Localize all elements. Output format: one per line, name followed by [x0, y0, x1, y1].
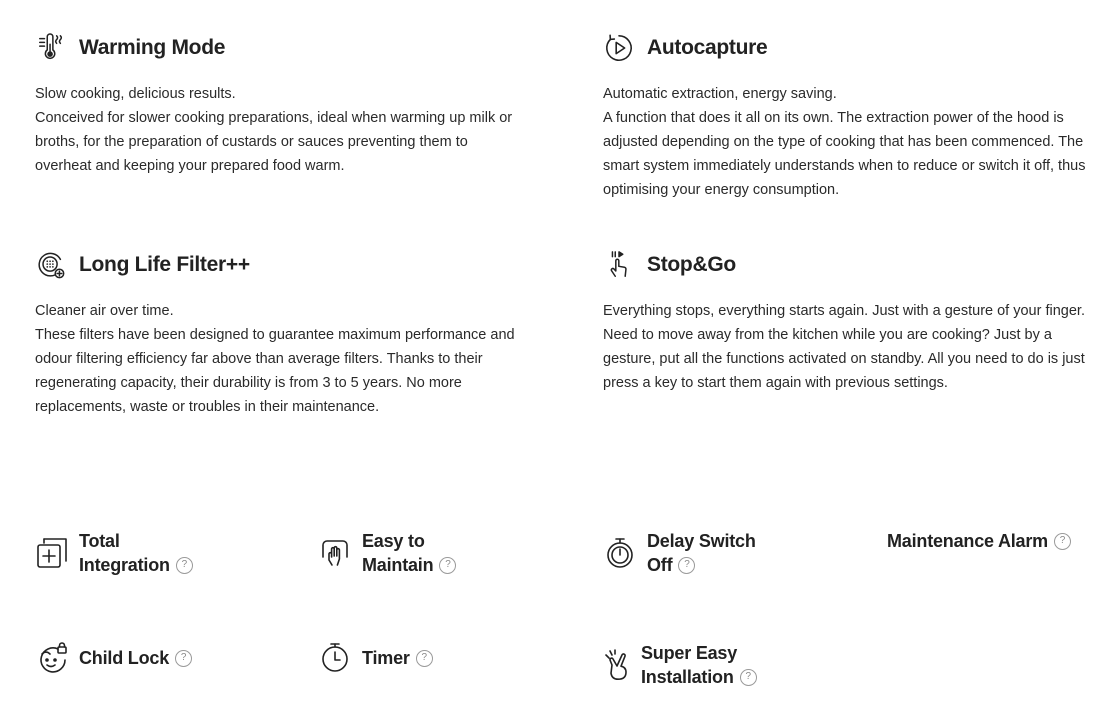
play-circle-icon [603, 32, 635, 64]
extra-label-line: Maintain [362, 555, 434, 575]
stopwatch-icon [603, 536, 637, 570]
extra-label-line: Off [647, 555, 673, 575]
feature-description: These filters have been designed to guarantee maximum performance and odour filtering efficiency far above than average filters. Thanks to their regenerating capacity, their durability is from 3 to 5 years. No more replacements, waste or troubles in their maintenance. [35, 327, 515, 415]
help-icon[interactable]: ? [176, 557, 193, 574]
help-icon[interactable]: ? [678, 557, 695, 574]
feature-title: Long Life Filter++ [79, 253, 250, 276]
feature-description: Need to move away from the kitchen while you are cooking? Just by a gesture, put all the functions activated on standby. All you need to do is just press a key to start them again with previous settings. [603, 327, 1085, 391]
extra-delay-switch-off [603, 529, 756, 577]
help-icon[interactable]: ? [416, 650, 433, 667]
extra-total-integration [35, 529, 193, 577]
extra-label-line: Installation [641, 667, 734, 687]
extra-super-easy-installation [603, 641, 757, 689]
extra-timer [318, 641, 433, 675]
feature-long-life-filter [35, 245, 525, 419]
feature-stop-and-go [603, 245, 1093, 395]
extra-label-line: Maintenance Alarm [887, 531, 1048, 551]
timer-icon [318, 641, 352, 675]
extra-label-line: Child Lock [79, 648, 170, 668]
extra-label-line: Total [79, 531, 120, 551]
hand-icon [318, 536, 352, 570]
extra-label-line: Integration [79, 555, 170, 575]
extra-label-line: Delay Switch [647, 531, 756, 551]
help-icon[interactable]: ? [439, 557, 456, 574]
feature-title: Stop&Go [647, 253, 736, 276]
help-icon[interactable]: ? [175, 650, 192, 667]
thermometer-icon [35, 32, 67, 64]
help-icon[interactable]: ? [740, 669, 757, 686]
extra-child-lock [35, 641, 192, 675]
feature-warming-mode [35, 28, 525, 178]
peace-hand-icon [603, 648, 637, 682]
child-lock-icon [35, 641, 69, 675]
extra-label-line: Timer [362, 648, 410, 668]
help-icon[interactable]: ? [1054, 533, 1071, 550]
feature-title: Warming Mode [79, 36, 226, 59]
filter-icon [35, 249, 67, 281]
extra-label-line: Easy to [362, 531, 425, 551]
feature-tagline: Automatic extraction, energy saving. [603, 86, 837, 102]
integration-icon [35, 536, 69, 570]
feature-description: Conceived for slower cooking preparations, ideal when warming up milk or broths, for the preparation of custards or sauces preventing them to overheat and keeping your prepared food warm. [35, 110, 513, 174]
feature-autocapture [603, 28, 1093, 202]
extra-maintenance-alarm [887, 529, 1071, 553]
feature-tagline: Everything stops, everything starts again. Just with a gesture of your finger. [603, 303, 1085, 319]
extra-easy-to-maintain [318, 529, 456, 577]
feature-title: Autocapture [647, 36, 768, 59]
touch-pause-play-icon [603, 249, 635, 281]
feature-description: A function that does it all on its own. The extraction power of the hood is adjusted depending on the type of cooking that has been commenced. The smart system immediately understands when to reduce or switch it off, thus optimising your energy consumption. [603, 110, 1086, 198]
feature-tagline: Cleaner air over time. [35, 303, 174, 319]
extra-label-line: Super Easy [641, 643, 738, 663]
feature-tagline: Slow cooking, delicious results. [35, 86, 236, 102]
